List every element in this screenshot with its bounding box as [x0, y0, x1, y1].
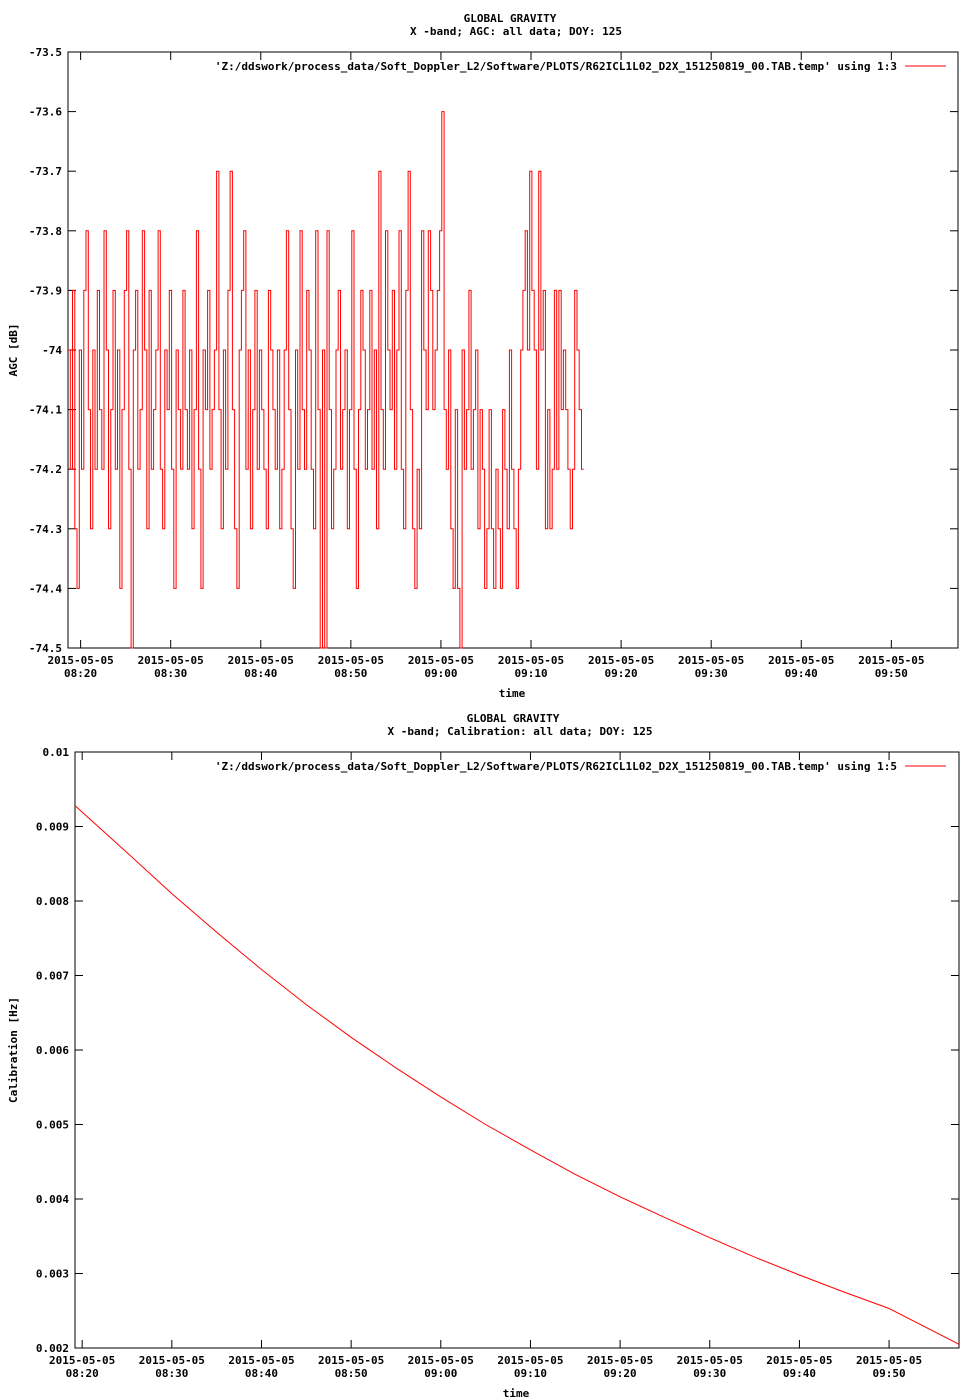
y-tick-label: -73.9: [28, 284, 62, 298]
x-tick-time: 09:10: [514, 667, 548, 680]
x-tick-time: 08:30: [154, 667, 188, 680]
x-axis-label: time: [502, 1387, 530, 1400]
y-tick-label: -74.2: [28, 463, 62, 477]
x-tick-time: 09:20: [603, 1367, 637, 1380]
x-tick-date: 2015-05-05: [228, 1354, 295, 1367]
y-tick-label: 0.01: [42, 746, 69, 759]
x-tick-time: 08:30: [155, 1367, 189, 1380]
y-tick-label: -74.5: [28, 642, 62, 655]
x-tick-date: 2015-05-05: [766, 1354, 833, 1367]
y-tick-label: 0.003: [35, 1267, 69, 1281]
y-tick-label: 0.008: [35, 895, 69, 908]
chart-title: GLOBAL GRAVITY: [463, 12, 557, 25]
chart-title: GLOBAL GRAVITY: [466, 712, 560, 725]
y-tick-label: -73.5: [28, 46, 62, 59]
x-tick-date: 2015-05-05: [676, 1354, 743, 1367]
x-tick-date: 2015-05-05: [586, 1354, 654, 1367]
y-tick-label: -74: [42, 344, 62, 357]
y-tick-label: -74.1: [28, 403, 62, 417]
x-tick-date: 2015-05-05: [227, 654, 294, 667]
x-tick-time: 09:20: [604, 667, 638, 680]
chart-subtitle: X -band; AGC: all data; DOY: 125: [410, 25, 622, 38]
legend-label: 'Z:/ddswork/process_data/Soft_Doppler_L2/Software/PLOTS/R62ICL1L02_D2X_151250819_00.TAB.temp' using 1:5: [214, 760, 897, 773]
x-tick-time: 08:50: [334, 667, 368, 680]
calibration-chart: [0, 700, 980, 1400]
x-tick-time: 08:40: [244, 1367, 279, 1380]
x-tick-time: 08:40: [244, 667, 278, 680]
y-tick-label: -73.6: [28, 105, 62, 119]
y-tick-label: 0.009: [35, 820, 69, 834]
x-tick-date: 2015-05-05: [678, 654, 745, 667]
x-tick-time: 09:30: [693, 1367, 727, 1380]
x-tick-date: 2015-05-05: [138, 1354, 205, 1367]
x-tick-date: 2015-05-05: [49, 1354, 116, 1367]
legend-label: 'Z:/ddswork/process_data/Soft_Doppler_L2/Software/PLOTS/R62ICL1L02_D2X_151250819_00.TAB.temp' using 1:3: [214, 60, 897, 73]
y-tick-label: 0.005: [35, 1118, 69, 1132]
y-axis-label: AGC [dB]: [7, 323, 20, 377]
y-tick-label: 0.007: [35, 969, 69, 983]
x-tick-date: 2015-05-05: [407, 654, 475, 667]
y-tick-label: 0.004: [35, 1193, 69, 1206]
chart-subtitle: X -band; Calibration: all data; DOY: 125: [387, 725, 653, 738]
x-tick-time: 09:50: [874, 667, 908, 680]
x-tick-date: 2015-05-05: [317, 654, 384, 667]
x-tick-time: 08:50: [334, 1367, 368, 1380]
x-tick-date: 2015-05-05: [858, 654, 925, 667]
y-tick-label: 0.006: [35, 1044, 69, 1057]
x-tick-time: 09:10: [513, 1367, 548, 1380]
y-tick-label: 0.002: [35, 1342, 69, 1355]
x-tick-time: 09:00: [424, 667, 458, 680]
plot-frame: [68, 52, 958, 648]
y-tick-label: -74.4: [28, 582, 62, 596]
x-tick-date: 2015-05-05: [137, 654, 204, 667]
x-tick-date: 2015-05-05: [587, 654, 655, 667]
x-tick-time: 09:40: [782, 1367, 816, 1380]
x-tick-date: 2015-05-05: [855, 1354, 923, 1367]
x-tick-time: 09:50: [872, 1367, 906, 1380]
x-tick-date: 2015-05-05: [407, 1354, 474, 1367]
x-tick-time: 09:30: [694, 667, 728, 680]
y-tick-label: -73.7: [28, 165, 62, 179]
series-line: [75, 806, 959, 1345]
x-tick-date: 2015-05-05: [318, 1354, 385, 1367]
x-tick-time: 08:20: [65, 1367, 99, 1380]
y-tick-label: -73.8: [28, 224, 62, 238]
x-tick-time: 08:20: [64, 667, 98, 680]
plot-frame: [75, 752, 959, 1348]
x-tick-date: 2015-05-05: [768, 654, 835, 667]
y-axis-label: Calibration [Hz]: [7, 997, 20, 1103]
x-tick-date: 2015-05-05: [497, 654, 565, 667]
x-tick-date: 2015-05-05: [497, 1354, 564, 1367]
x-axis-label: time: [498, 687, 526, 700]
x-tick-time: 09:40: [784, 667, 818, 680]
series-line: [68, 112, 584, 648]
x-tick-time: 09:00: [424, 1367, 458, 1380]
x-tick-date: 2015-05-05: [47, 654, 114, 667]
y-tick-label: -74.3: [28, 522, 62, 536]
